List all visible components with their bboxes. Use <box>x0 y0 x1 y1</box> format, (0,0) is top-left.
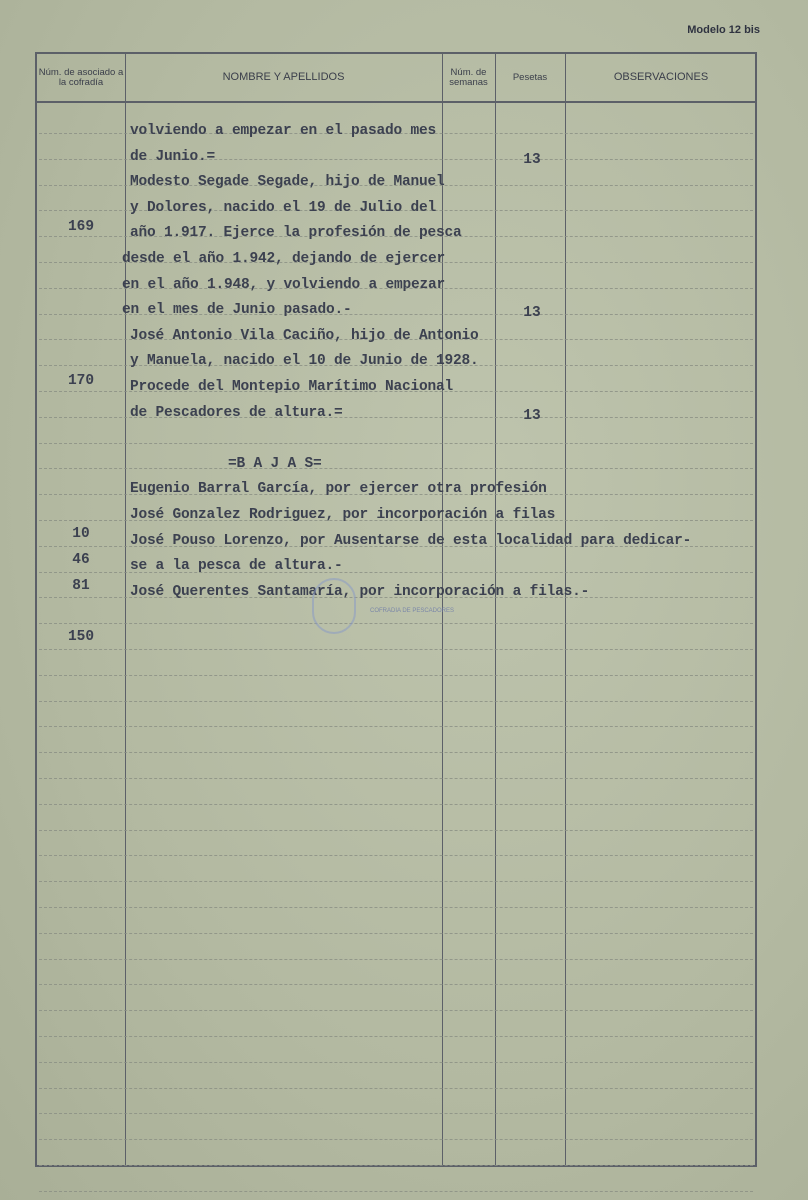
ruled-line <box>39 1113 753 1114</box>
ruled-line <box>39 675 753 676</box>
header-observaciones: OBSERVACIONES <box>613 71 709 83</box>
entry-text: año 1.917. Ejerce la profesión de pesca <box>130 225 462 242</box>
ruled-line <box>39 468 753 469</box>
entry-number: 150 <box>67 628 95 645</box>
ruled-line <box>39 907 753 908</box>
entry-text: en el año 1.948, y volviendo a empezar <box>122 276 446 293</box>
entry-pesetas: 13 <box>523 305 541 322</box>
header-pesetas: Pesetas <box>512 71 548 83</box>
entry-text: =B A J A S= <box>228 455 322 472</box>
ruled-line <box>39 959 753 960</box>
entry-text: José Antonio Vila Caciño, hijo de Antonio <box>130 327 479 344</box>
entry-text: y Dolores, nacido el 19 de Julio del <box>130 199 437 216</box>
header-semanas: Núm. de semanas <box>449 66 488 88</box>
entry-number: 81 <box>72 577 90 594</box>
header-num-asociado: Núm. de asociado a la cofradía <box>38 66 124 88</box>
ruled-line <box>39 933 753 934</box>
ruled-line <box>39 1165 753 1166</box>
entry-text: José Pouso Lorenzo, por Ausentarse de esta localidad para dedicar- <box>130 532 692 549</box>
ruled-line <box>39 649 753 650</box>
ruled-line <box>39 443 753 444</box>
entry-pesetas: 13 <box>523 407 541 424</box>
entry-text: de Pescadores de altura.= <box>130 404 343 421</box>
entry-pesetas: 13 <box>523 151 541 168</box>
entry-text: volviendo a empezar en el pasado mes <box>130 123 437 139</box>
ruled-line <box>39 701 753 702</box>
column-divider <box>495 54 496 1165</box>
cofradia-stamp <box>312 578 356 634</box>
ruled-line <box>39 623 753 624</box>
header-nombre: NOMBRE Y APELLIDOS <box>222 71 345 83</box>
ruled-line <box>39 752 753 753</box>
entry-text: José Gonzalez Rodriguez, por incorporación a filas <box>130 507 556 523</box>
ruled-line <box>39 1010 753 1011</box>
entry-number: 10 <box>72 526 90 543</box>
header-rule <box>37 101 755 103</box>
form-model-label: Modelo 12 bis <box>687 24 760 36</box>
ruled-line <box>39 984 753 985</box>
ruled-line <box>39 804 753 805</box>
column-divider <box>125 54 126 1165</box>
ruled-line <box>39 1088 753 1089</box>
entry-text: José Querentes Santamaría, por incorporación a filas.- <box>130 583 590 600</box>
entry-number: 169 <box>67 219 95 236</box>
entry-text: Eugenio Barral García, por ejercer otra profesión <box>130 481 547 498</box>
entry-text: en el mes de Junio pasado.- <box>122 302 352 319</box>
entry-number: 46 <box>72 552 90 568</box>
ruled-line <box>39 726 753 727</box>
entry-text: y Manuela, nacido el 10 de Junio de 1928. <box>130 353 479 370</box>
ruled-line <box>39 855 753 856</box>
stamp-text: COFRADÍA DE PESCADORES <box>370 608 455 614</box>
entry-text: de Junio.= <box>130 148 216 165</box>
ruled-line <box>39 1062 753 1063</box>
entry-number: 170 <box>67 372 95 389</box>
ruled-line <box>39 830 753 831</box>
entry-text: se a la pesca de altura.- <box>130 558 343 575</box>
ruled-line <box>39 1139 753 1140</box>
ruled-line <box>39 778 753 779</box>
entry-text: Procede del Montepio Marítimo Nacional <box>130 379 454 395</box>
column-divider <box>565 54 566 1165</box>
ruled-line <box>39 881 753 882</box>
ruled-line <box>39 1191 753 1192</box>
entry-text: Modesto Segade Segade, hijo de Manuel <box>130 174 445 191</box>
ruled-line <box>39 1036 753 1037</box>
entry-text: desde el año 1.942, dejando de ejercer <box>122 251 446 267</box>
